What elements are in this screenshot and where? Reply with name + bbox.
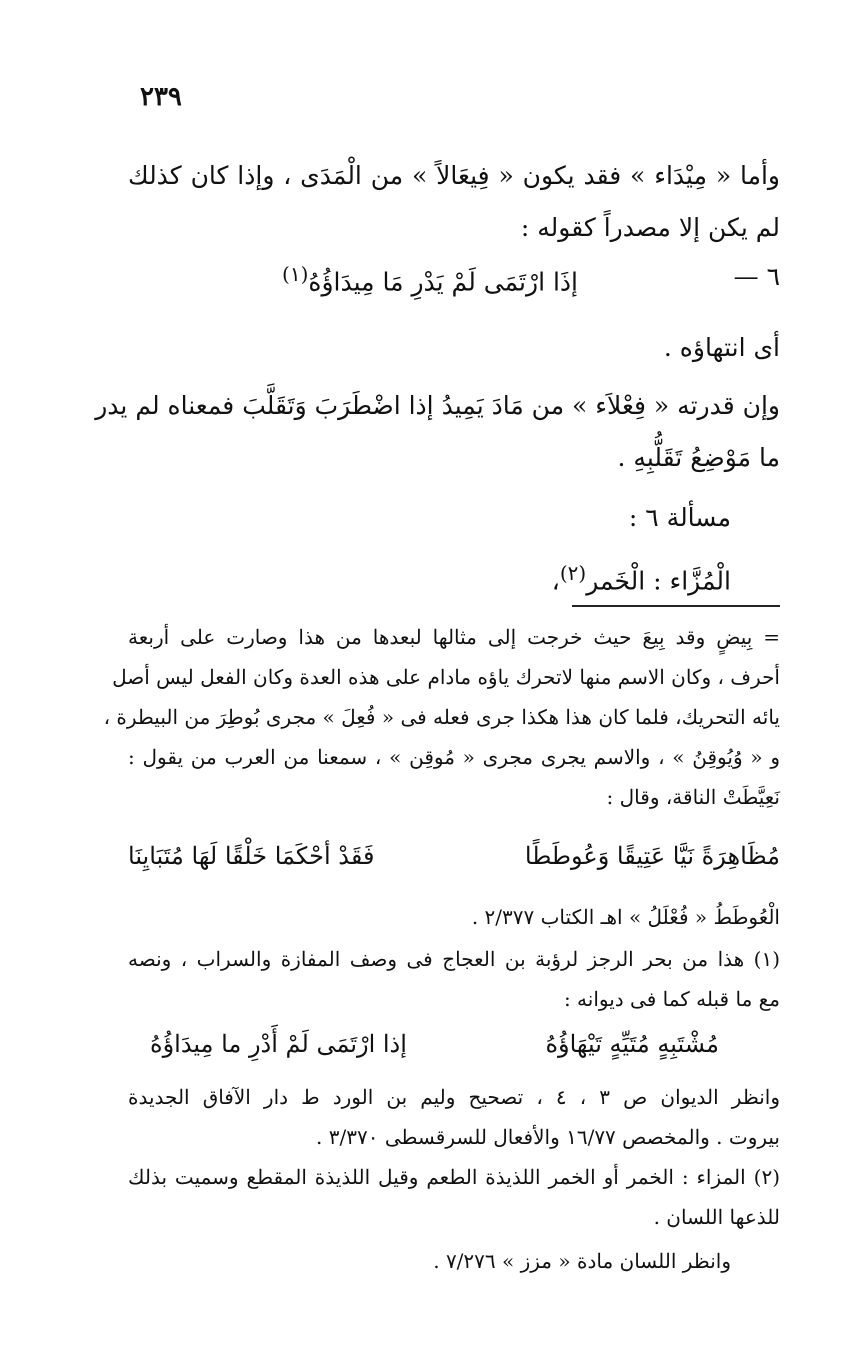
footnote-line-15: وانظر اللسان مادة « مزز » ٧/٢٧٦ . <box>433 1249 731 1273</box>
footnote-line-13: (٢) المزاء : الخمر أو الخمر اللذيذة الطعم وقيل اللذيذة المقطع وسميت بذلك <box>128 1165 780 1189</box>
definition-text: الْمُزَّاء : الْخَمر <box>586 566 731 596</box>
verse-text: إذَا ارْتَمَى لَمْ يَدْرِ مَا مِيدَاؤُهُ <box>308 267 578 297</box>
footnote-line-9: مع ما قبله كما فى ديوانه : <box>563 987 780 1011</box>
footnote-line-8: (١) هذا من بحر الرجز لرؤبة بن العجاج فى وصف المفازة والسراب ، ونصه <box>128 947 780 971</box>
footnote-verse2-left-hemistich: إذا ارْتَمَى لَمْ أَدْرِ ما مِيدَاؤُهُ <box>150 1030 407 1058</box>
body-line-4: أى انتهاؤه . <box>663 333 780 362</box>
body-line-2: لم يكن إلا مصدراً كقوله : <box>520 213 780 242</box>
page-number: ٢٣٩ <box>140 82 182 112</box>
definition-comma: ، <box>551 566 560 596</box>
footnote-verse2-right-hemistich: مُشْتَبِهٍ مُتَيِّهٍ تَيْهَاؤُهُ <box>545 1030 719 1058</box>
body-line-6: ما مَوْضِعُ تَقَلُّبِهِ . <box>617 443 780 472</box>
footnote-line-1: = بِيضٍ وقد بِيعَ حيث خرجت إلى مثالها لبعدها من هذا وصارت على أربعة <box>128 625 780 649</box>
footnote-separator <box>572 605 780 607</box>
footnote-line-4: و « وُيُوقِنُ » ، والاسم يجرى مجرى « مُوقِن » ، سمعنا من العرب من يقول : <box>128 745 780 769</box>
footnote-line-14: للذعها اللسان . <box>653 1205 780 1229</box>
footnote-line-2: أحرف ، وكان الاسم منها لاتحرك ياؤه مادام على هذه العدة وكان الفعل ليس أصل <box>112 665 780 689</box>
body-line-5: وإن قدرته « فِعْلاَء » من مَادَ يَمِيدُ إذا اضْطَرَبَ وَتَقَلَّبَ فمعناه لم يدر <box>95 391 780 420</box>
footnote-line-7: الْعُوطَطُ « فُعْلَلُ » اهـ الكتاب ٢/٣٧٧ . <box>471 905 780 929</box>
verse-footnote-ref: (١) <box>282 262 309 286</box>
footnote-line-5: نَعِيَّطَتْ الناقة، وقال : <box>606 785 780 809</box>
verse-line <box>240 262 620 296</box>
footnote-verse-left-hemistich: فَقَدْ أحْكَمَا خَلْقًا لَهَا مُتَبَايِنَا <box>128 842 375 870</box>
footnote-verse-right-hemistich: مُظَاهِرَةً نَيَّا عَتِيقًا وَعُوطَطًا <box>524 842 780 870</box>
body-line-8 <box>552 555 731 599</box>
body-line-1: وأما « مِيْدَاء » فقد يكون « فِيعَالاً » من الْمَدَى ، وإذا كان كذلك <box>128 161 780 190</box>
masala-heading: مسألة ٦ : <box>628 503 731 532</box>
definition-footnote-ref: (٢) <box>559 561 587 585</box>
footnote-line-11: وانظر الديوان ص ٣ ، ٤ ، تصحيح وليم بن الورد ط دار الآفاق الجديدة <box>128 1085 781 1109</box>
verse-number: ٦ — <box>733 262 780 291</box>
footnote-line-3: يائه التحريك، فلما كان هذا هكذا جرى فعله فى « فُعِلَ » مجرى بُوطِرَ من البيطرة ، <box>103 705 780 729</box>
footnote-line-12: بيروت . والمخصص ١٦/٧٧ والأفعال للسرقسطى ٣/٣٧٠ . <box>316 1125 780 1149</box>
